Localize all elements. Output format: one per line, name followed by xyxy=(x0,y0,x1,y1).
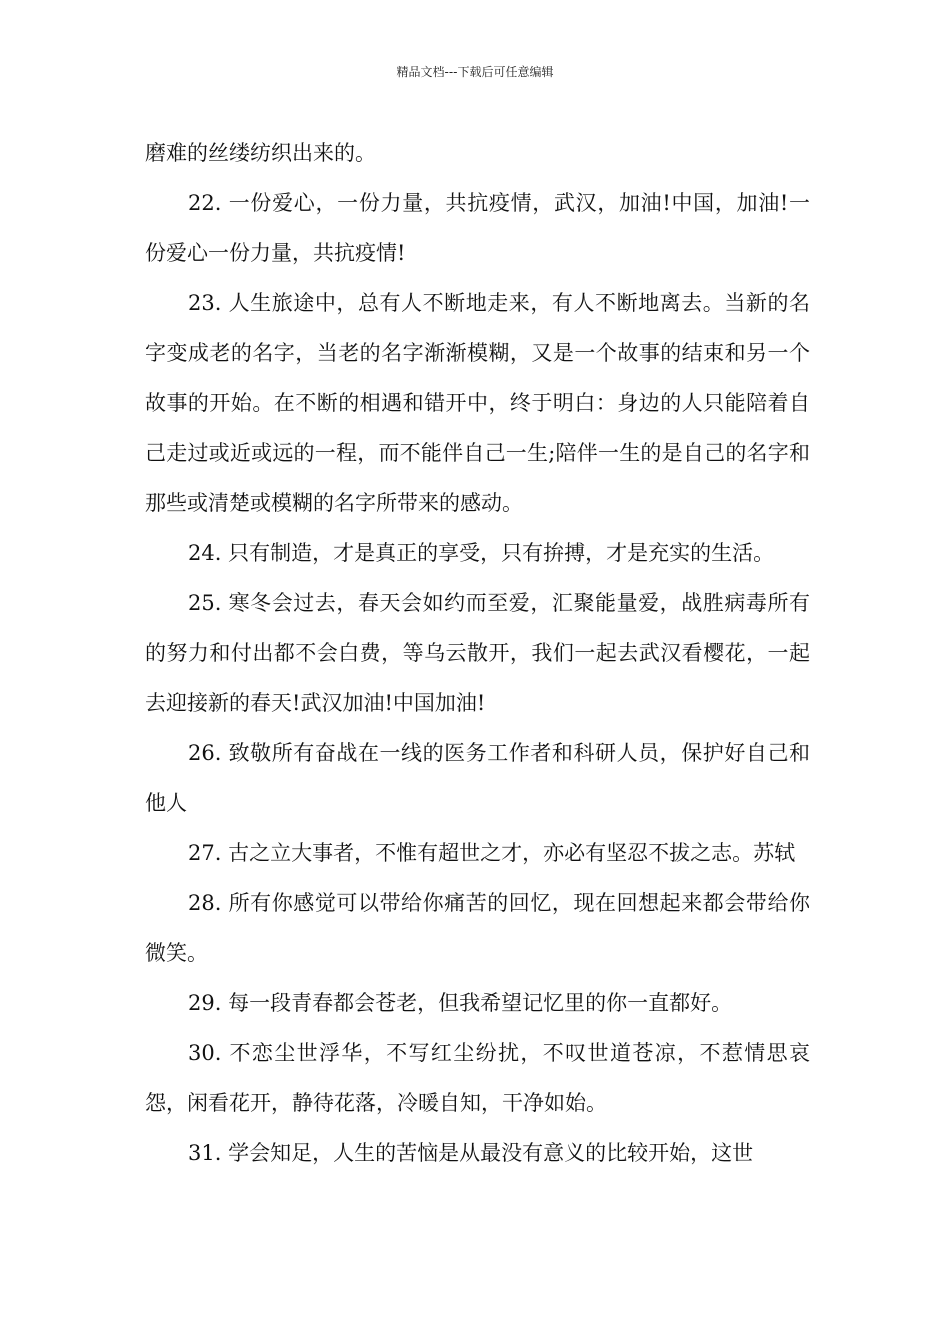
paragraph-30: 30. 不恋尘世浮华，不写红尘纷扰，不叹世道苍凉，不惹情思哀怨，闲看花开，静待花落，冷暖自知，干净如始。 xyxy=(145,1041,810,1115)
paragraph-27: 27. 古之立大事者，不惟有超世之才，亦必有坚忍不拔之志。苏轼 xyxy=(188,841,796,865)
paragraph-22: 22. 一份爱心，一份力量，共抗疫情，武汉，加油!中国，加油!一份爱心一份力量，共抗疫情! xyxy=(145,191,810,265)
paragraph-23: 23. 人生旅途中，总有人不断地走来，有人不断地离去。当新的名字变成老的名字，当老的名字渐渐模糊，又是一个故事的结束和另一个故事的开始。在不断的相遇和错开中，终于明白：身边的人只能陪着自己走过或近或远的一程，而不能伴自己一生;陪伴一生的是自己的名字和那些或清楚或模糊的名字所带来的感动。 xyxy=(145,291,810,515)
document-body xyxy=(145,128,810,1178)
paragraph-31: 31. 学会知足，人生的苦恼是从最没有意义的比较开始，这世 xyxy=(188,1141,754,1165)
paragraph-24: 24. 只有制造，才是真正的享受，只有拚搏，才是充实的生活。 xyxy=(188,541,775,565)
paragraph-25: 25. 寒冬会过去，春天会如约而至爱，汇聚能量爱，战胜病毒所有的努力和付出都不会白费，等乌云散开，我们一起去武汉看樱花，一起去迎接新的春天!武汉加油!中国加油! xyxy=(145,591,810,715)
paragraph-29: 29. 每一段青春都会苍老，但我希望记忆里的你一直都好。 xyxy=(188,991,733,1015)
paragraph-28: 28. 所有你感觉可以带给你痛苦的回忆，现在回想起来都会带给你微笑。 xyxy=(145,891,810,965)
page-header: 精品文档---下载后可任意编辑 xyxy=(396,65,554,79)
paragraph-26: 26. 致敬所有奋战在一线的医务工作者和科研人员，保护好自己和他人 xyxy=(145,741,810,815)
paragraph-continuation: 磨难的丝缕纺织出来的。 xyxy=(145,141,376,165)
